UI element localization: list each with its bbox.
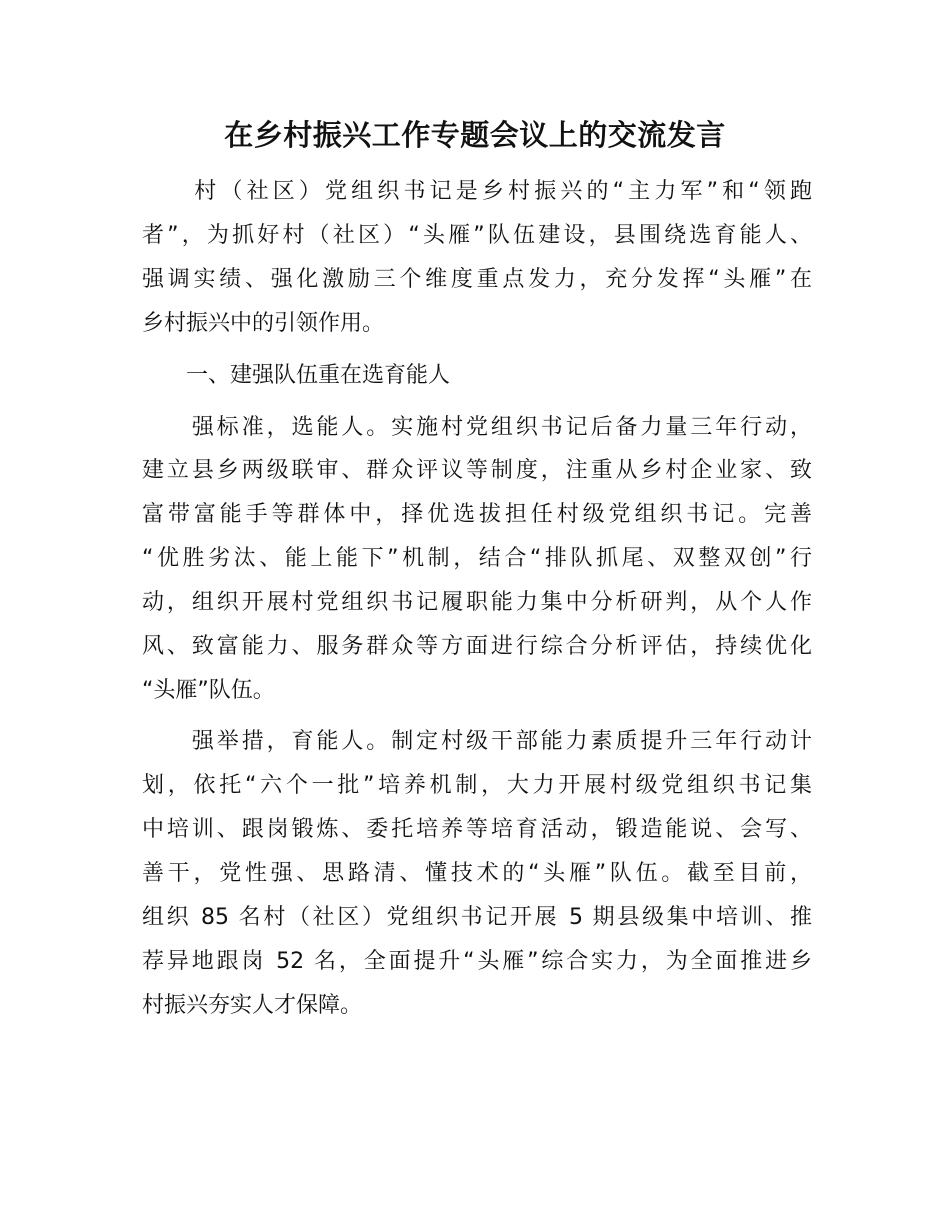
text-line: 村振兴夯实人才保障。 xyxy=(142,993,363,1018)
text-line: 强标准，选能人。实施村党组织书记后备力量三年行动， xyxy=(142,415,812,440)
text-line: 中培训、跟岗锻炼、委托培养等培育活动，锻造能说、会写、 xyxy=(142,817,812,842)
text-line: 动，组织开展村党组织书记履职能力集中分析研判，从个人作 xyxy=(142,590,812,615)
text-line: 者”，为抓好村（社区）“头雁”队伍建设，县围绕选育能人、 xyxy=(142,223,812,248)
text-line: 组织 85 名村（社区）党组织书记开展 5 期县级集中培训、推 xyxy=(142,905,812,930)
text-line: “头雁”队伍。 xyxy=(142,678,275,703)
text-line: 强举措，育能人。制定村级干部能力素质提升三年行动计 xyxy=(142,729,812,754)
document-title: 在乡村振兴工作专题会议上的交流发言 xyxy=(224,118,726,152)
text-line: 村（社区）党组织书记是乡村振兴的“主力军”和“领跑 xyxy=(142,179,812,204)
heading-line: 一、建强队伍重在选育能人 xyxy=(142,363,451,388)
text-line: 强调实绩、强化激励三个维度重点发力，充分发挥“头雁”在 xyxy=(142,267,812,292)
text-line: 建立县乡两级联审、群众评议等制度，注重从乡村企业家、致 xyxy=(142,458,812,483)
text-line: 乡村振兴中的引领作用。 xyxy=(142,311,385,336)
text-line: 荐异地跟岗 52 名，全面提升“头雁”综合实力，为全面推进乡 xyxy=(142,949,812,974)
text-line: 风、致富能力、服务群众等方面进行综合分析评估，持续优化 xyxy=(142,634,812,659)
text-line: “优胜劣汰、能上能下”机制，结合“排队抓尾、双整双创”行 xyxy=(142,546,812,571)
text-line: 划，依托“六个一批”培养机制，大力开展村级党组织书记集 xyxy=(142,773,812,798)
text-line: 富带富能手等群体中，择优选拔担任村级党组织书记。完善 xyxy=(142,502,812,527)
text-line: 善干，党性强、思路清、懂技术的“头雁”队伍。截至目前， xyxy=(142,861,812,886)
